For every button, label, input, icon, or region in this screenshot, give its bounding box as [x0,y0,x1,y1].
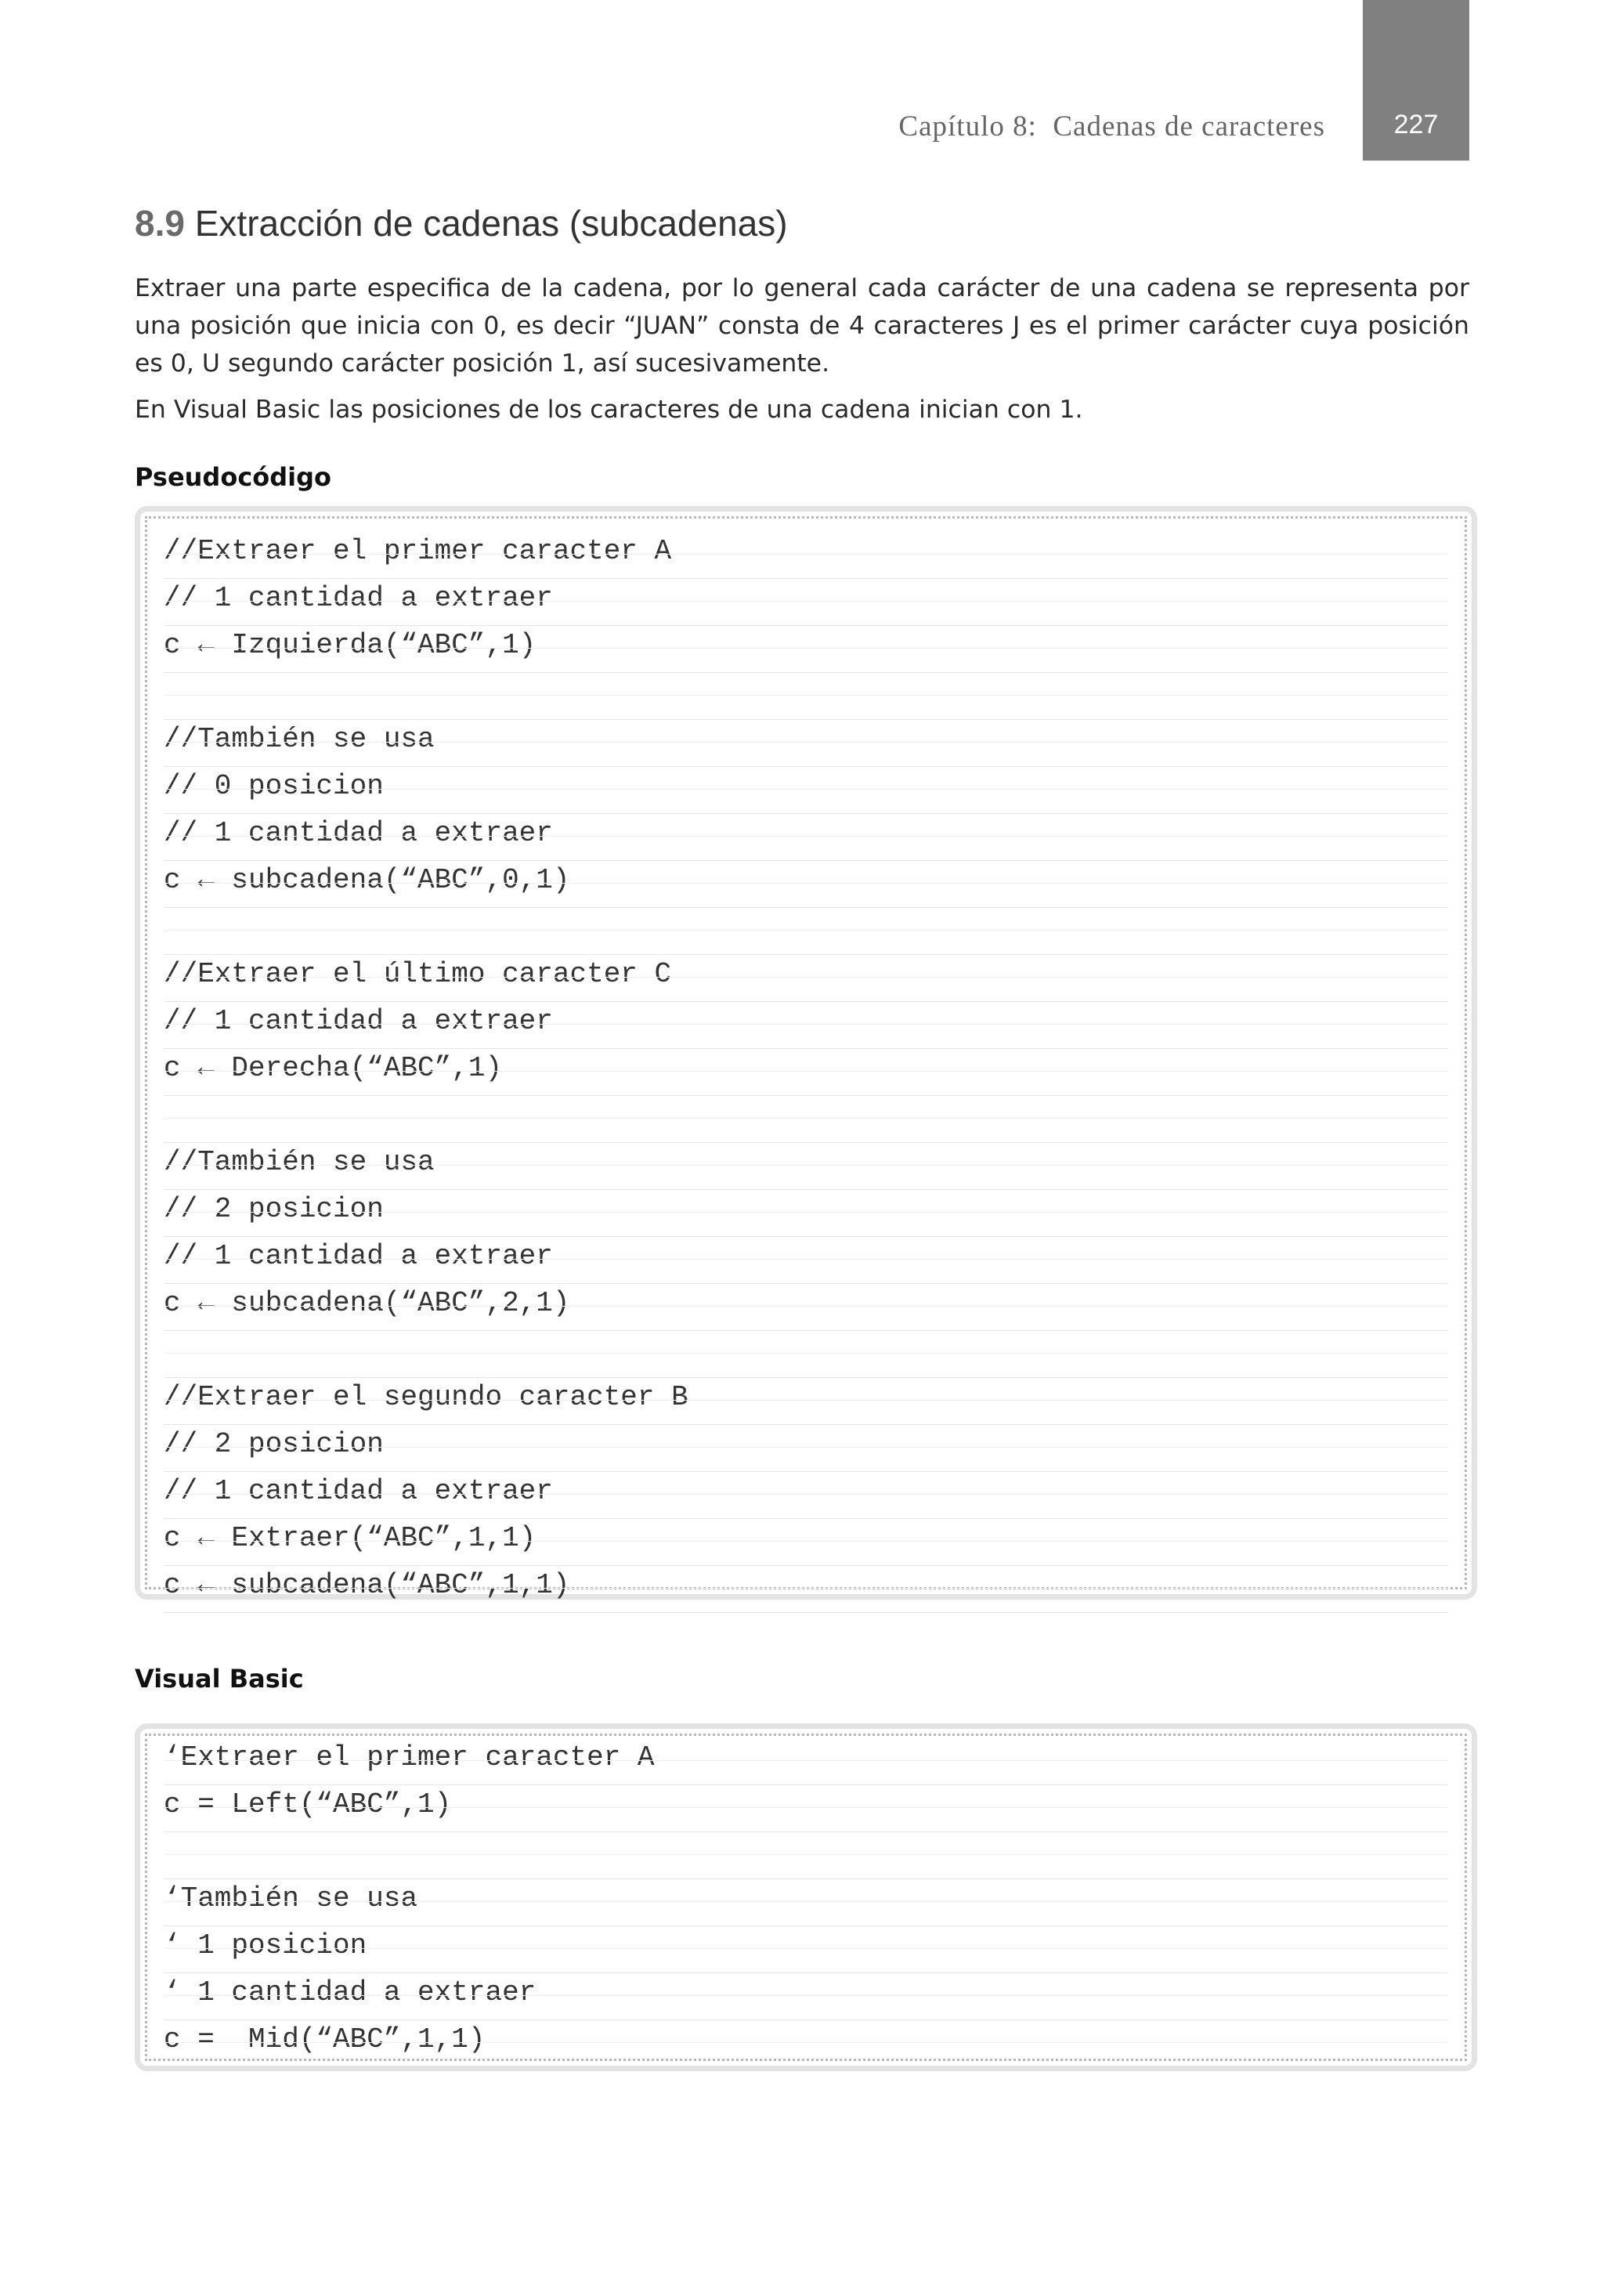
code-line [164,673,1448,720]
pseudocode-lines [164,532,1448,1613]
paragraph-vb-note: En Visual Basic las posiciones de los caracteres de una cadena inician con 1. [135,396,1083,424]
code-line [164,1096,1448,1143]
code-line: // 2 posicion [164,1190,1448,1237]
visual-basic-heading: Visual Basic [135,1664,304,1694]
code-line: ‘Extraer el primer caracter A [164,1738,1448,1785]
code-line: // 2 posicion [164,1425,1448,1472]
code-line: c = Mid(“ABC”,1,1) [164,2020,1448,2067]
code-line: c ← subcadena(“ABC”,1,1) [164,1566,1448,1613]
code-line: c ← Extraer(“ABC”,1,1) [164,1519,1448,1566]
code-line [164,1832,1448,1879]
section-title [135,202,788,244]
code-line: // 1 cantidad a extraer [164,579,1448,626]
running-header: Capítulo 8: Cadenas de caracteres [898,110,1325,143]
visual-basic-box [135,1723,1477,2071]
code-line: // 1 cantidad a extraer [164,814,1448,861]
code-line [164,1331,1448,1378]
section-title-text: Extracción de cadenas (subcadenas) [184,203,788,244]
visual-basic-lines [164,1738,1448,2067]
code-line: ‘ 1 cantidad a extraer [164,1973,1448,2020]
code-line: c = Left(“ABC”,1) [164,1785,1448,1832]
code-line: //Extraer el segundo caracter B [164,1378,1448,1425]
code-line: //También se usa [164,1143,1448,1190]
section-number: 8.9 [135,203,185,244]
code-line: c ← Derecha(“ABC”,1) [164,1049,1448,1096]
code-line: //También se usa [164,720,1448,767]
code-line: ‘También se usa [164,1879,1448,1926]
code-line: // 1 cantidad a extraer [164,1002,1448,1049]
code-line: c ← Izquierda(“ABC”,1) [164,626,1448,673]
pseudocode-heading: Pseudocódigo [135,462,332,492]
code-line: // 0 posicion [164,767,1448,814]
code-line: // 1 cantidad a extraer [164,1237,1448,1284]
code-line [164,908,1448,955]
code-line: //Extraer el primer caracter A [164,532,1448,579]
page-number: 227 [1393,110,1439,139]
code-line: c ← subcadena(“ABC”,0,1) [164,861,1448,908]
code-line: c ← subcadena(“ABC”,2,1) [164,1284,1448,1331]
paragraph-intro: Extraer una parte especifica de la cadena, por lo general cada carácter de una cadena se representa por una posición que inicia con 0, es decir “JUAN” consta de 4 caracteres J es el primer carácter cuya posición es 0, U segundo carácter posición 1, así sucesivamente. [135,274,1469,378]
pseudocode-box [135,506,1477,1600]
code-line: ‘ 1 posicion [164,1926,1448,1973]
code-line: // 1 cantidad a extraer [164,1472,1448,1519]
code-line: //Extraer el último caracter C [164,955,1448,1002]
